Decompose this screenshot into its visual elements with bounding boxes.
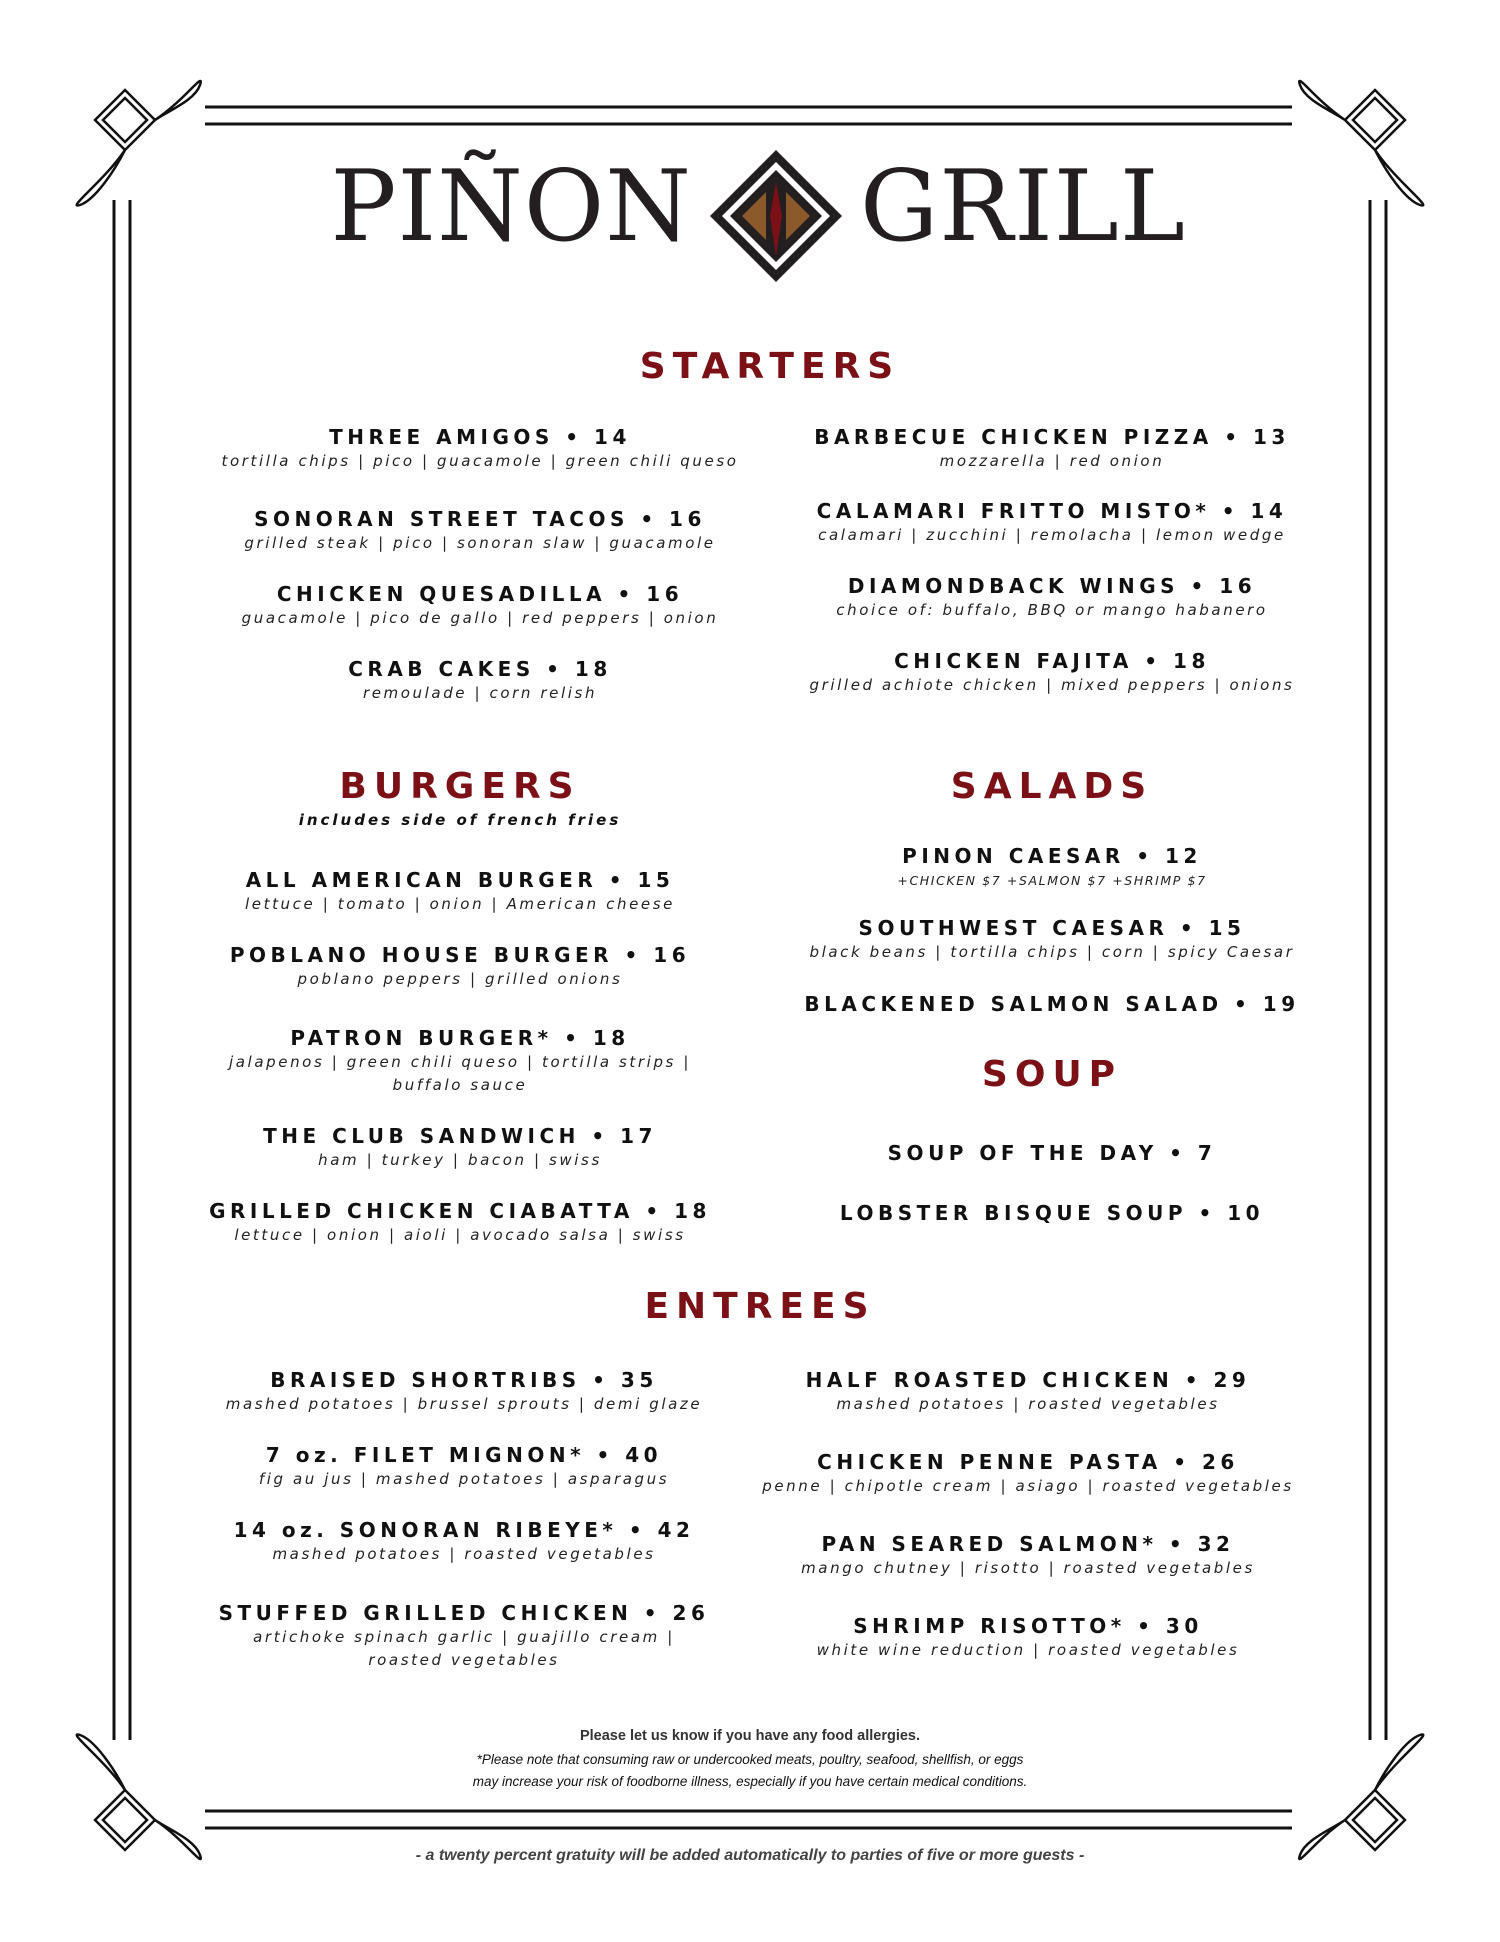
- item-name: BARBECUE CHICKEN PIZZA • 13: [814, 425, 1290, 449]
- item-desc: jalapenos | green chili queso | tortilla strips | buffalo sauce: [229, 1053, 691, 1094]
- item-name: CALAMARI FRITTO MISTO* • 14: [816, 499, 1288, 523]
- item-desc: mashed potatoes | brussel sprouts | demi glaze: [225, 1395, 703, 1413]
- item-desc: grilled steak | pico | sonoran slaw | guacamole: [244, 534, 716, 552]
- item-desc: lettuce | onion | aioli | avocado salsa | swiss: [234, 1226, 686, 1244]
- item-desc: mango chutney | risotto | roasted vegetables: [801, 1559, 1255, 1577]
- burgers-heading: BURGERS: [339, 766, 581, 807]
- menu-item: [160, 942, 760, 991]
- item-name: HALF ROASTED CHICKEN • 29: [805, 1368, 1251, 1392]
- menu-item: [180, 656, 780, 705]
- item-name: THE CLUB SANDWICH • 17: [263, 1124, 657, 1148]
- menu-item: [200, 1025, 720, 1097]
- item-desc: grilled achiote chicken | mixed peppers | onions: [809, 676, 1295, 694]
- warning-line: *Please note that consuming raw or undercooked meats, poultry, seafood, shellfish, or eggs: [476, 1752, 1024, 1767]
- item-name: CHICKEN FAJITA • 18: [894, 649, 1210, 673]
- item-name: GRILLED CHICKEN CIABATTA • 18: [209, 1199, 711, 1223]
- entrees-heading: ENTREES: [644, 1286, 876, 1327]
- menu-item: [180, 424, 780, 473]
- item-name: SOUTHWEST CAESAR • 15: [858, 916, 1246, 940]
- menu-item: [160, 1123, 760, 1172]
- item-name: PATRON BURGER* • 18: [290, 1026, 630, 1050]
- menu-item: [164, 1442, 764, 1491]
- item-name: LOBSTER BISQUE SOUP • 10: [839, 1201, 1265, 1225]
- menu-item: [728, 1367, 1328, 1416]
- item-desc: white wine reduction | roasted vegetables: [816, 1641, 1240, 1659]
- menu-item: [728, 1449, 1328, 1498]
- item-desc: artichoke spinach garlic | guajillo cream | roasted vegetables: [253, 1628, 675, 1669]
- menu-item: [752, 498, 1352, 547]
- starters-heading: STARTERS: [639, 346, 901, 387]
- menu-item: [752, 573, 1352, 622]
- menu-item: [752, 843, 1352, 892]
- item-name: CHICKEN QUESADILLA • 16: [276, 582, 684, 606]
- item-desc: lettuce | tomato | onion | American cheese: [245, 895, 675, 913]
- item-desc: fig au jus | mashed potatoes | asparagus: [258, 1470, 670, 1488]
- menu-item: [160, 867, 760, 916]
- item-name: 14 oz. SONORAN RIBEYE* • 42: [233, 1518, 695, 1542]
- item-desc: tortilla chips | pico | guacamole | green chili queso: [221, 452, 739, 470]
- salads-heading: SALADS: [950, 766, 1154, 807]
- menu-item: [180, 581, 780, 630]
- item-name: SHRIMP RISOTTO* • 30: [853, 1614, 1203, 1638]
- item-name: ALL AMERICAN BURGER • 15: [245, 868, 675, 892]
- gratuity-note: - a twenty percent gratuity will be added automatically to parties of five or more guests -: [415, 1847, 1085, 1864]
- soup-column: [752, 1140, 1352, 1260]
- menu-item: [752, 991, 1352, 1017]
- menu-item: [752, 915, 1352, 964]
- item-name: STUFFED GRILLED CHICKEN • 26: [218, 1601, 710, 1625]
- item-desc: remoulade | corn relish: [362, 684, 598, 702]
- item-name: SONORAN STREET TACOS • 16: [254, 507, 706, 531]
- item-name: 7 oz. FILET MIGNON* • 40: [265, 1443, 663, 1467]
- menu-item: [752, 424, 1352, 473]
- item-desc: choice of: buffalo, BBQ or mango habanero: [836, 601, 1268, 619]
- item-desc: black beans | tortilla chips | corn | spicy Caesar: [809, 943, 1295, 961]
- menu-item: [164, 1367, 764, 1416]
- item-name: POBLANO HOUSE BURGER • 16: [229, 943, 691, 967]
- menu-item: [728, 1531, 1328, 1580]
- menu-item: [164, 1517, 764, 1566]
- item-desc: poblano peppers | grilled onions: [297, 970, 623, 988]
- item-desc: ham | turkey | bacon | swiss: [318, 1151, 602, 1169]
- restaurant-logo: [0, 148, 1500, 288]
- item-name: BRAISED SHORTRIBS • 35: [270, 1368, 658, 1392]
- item-desc: mashed potatoes | roasted vegetables: [272, 1545, 656, 1563]
- salads-column: [752, 843, 1352, 1023]
- item-name: CHICKEN PENNE PASTA • 26: [817, 1450, 1239, 1474]
- item-desc: +CHICKEN $7 +SALMON $7 +SHRIMP $7: [897, 873, 1207, 888]
- menu-item: [160, 1198, 760, 1247]
- item-desc: mozzarella | red onion: [939, 452, 1165, 470]
- menu-item: [752, 1200, 1352, 1226]
- diamond-logo-icon: [708, 148, 844, 284]
- entrees-left-column: [164, 1367, 764, 1687]
- starters-right-column: [752, 424, 1352, 724]
- warning-line: may increase your risk of foodborne illness, especially if you have certain medical conditions.: [472, 1774, 1028, 1789]
- item-name: DIAMONDBACK WINGS • 16: [847, 574, 1257, 598]
- item-desc: penne | chipotle cream | asiago | roasted vegetables: [762, 1477, 1294, 1495]
- item-desc: calamari | zucchini | remolacha | lemon wedge: [818, 526, 1286, 544]
- item-name: SOUP OF THE DAY • 7: [887, 1141, 1217, 1165]
- menu-item: [214, 1600, 714, 1672]
- menu-item: [728, 1613, 1328, 1662]
- foodborne-warning: [0, 1749, 1500, 1793]
- entrees-right-column: [728, 1367, 1328, 1687]
- menu-item: [752, 648, 1352, 697]
- item-name: PINON CAESAR • 12: [902, 844, 1202, 868]
- item-name: BLACKENED SALMON SALAD • 19: [804, 992, 1300, 1016]
- item-desc: mashed potatoes | roasted vegetables: [836, 1395, 1220, 1413]
- starters-left-column: [180, 424, 780, 724]
- burgers-subtitle: includes side of french fries: [298, 811, 622, 829]
- item-desc: guacamole | pico de gallo | red peppers | onion: [241, 609, 719, 627]
- logo-word-left: PIÑON: [330, 150, 692, 264]
- item-name: CRAB CAKES • 18: [348, 657, 612, 681]
- logo-word-right: GRILL: [860, 150, 1186, 264]
- menu-item: [180, 506, 780, 555]
- burgers-column: [160, 867, 760, 1267]
- item-name: THREE AMIGOS • 14: [329, 425, 631, 449]
- soup-heading: SOUP: [981, 1054, 1123, 1095]
- item-name: PAN SEARED SALMON* • 32: [821, 1532, 1235, 1556]
- allergy-note: Please let us know if you have any food allergies.: [579, 1728, 921, 1744]
- menu-item: [752, 1140, 1352, 1166]
